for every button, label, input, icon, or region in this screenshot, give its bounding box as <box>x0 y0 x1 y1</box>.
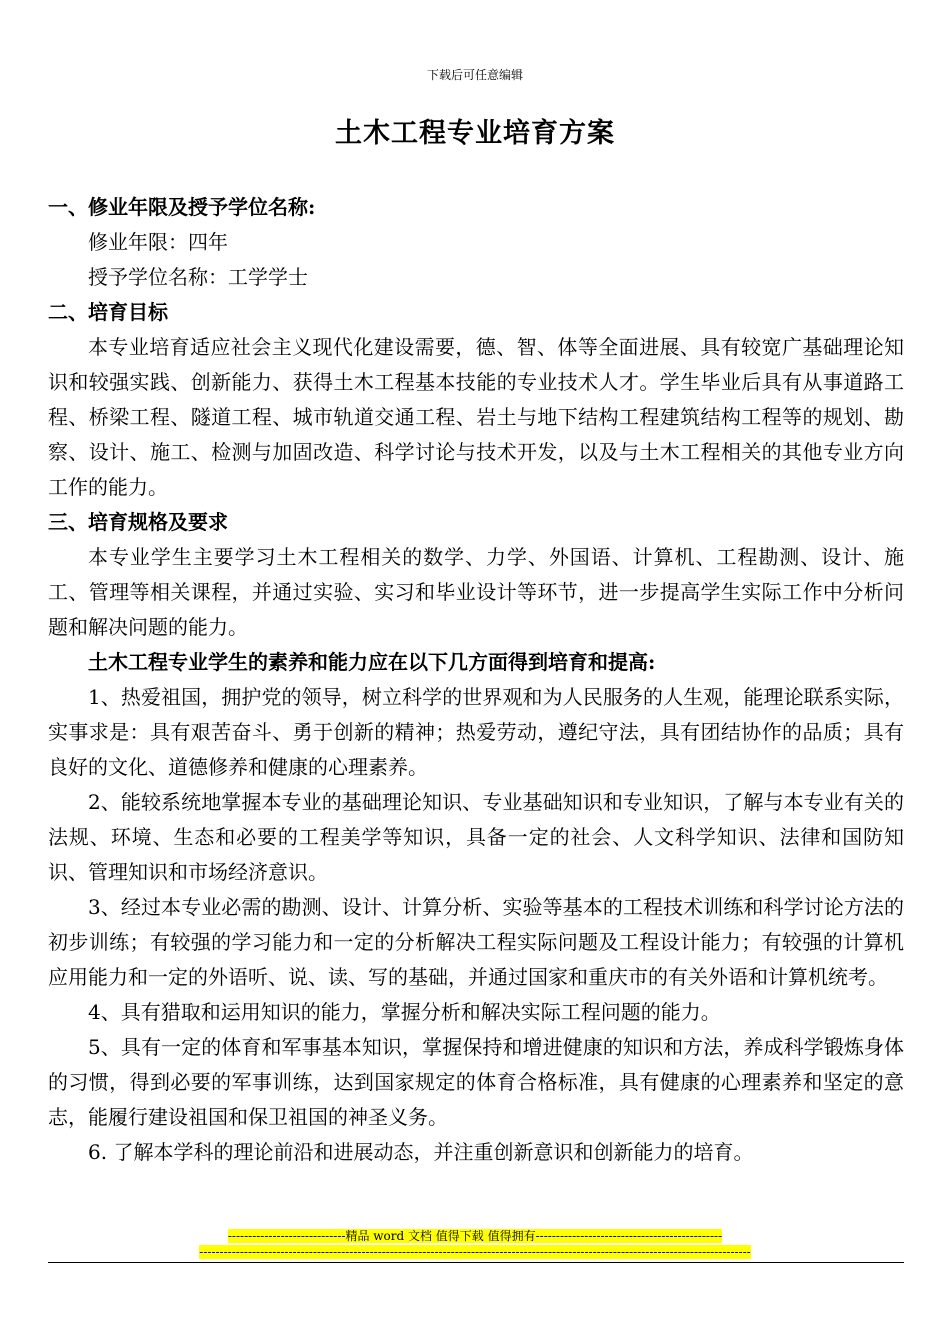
study-years: 修业年限：四年 <box>88 230 228 254</box>
footer-divider <box>48 1262 904 1263</box>
section-3-body: 本专业学生主要学习土木工程相关的数学、力学、外国语、计算机、工程勘测、设计、施工、管理等相关课程，并通过实验、实习和毕业设计等环节，进一步提高学生实际工作中分析问题和解决问题的能力。 <box>48 545 904 639</box>
section-3-heading: 三、培育规格及要求 <box>48 510 228 534</box>
section-3-subheading: 土木工程专业学生的素养和能力应在以下几方面得到培育和提高: <box>88 650 656 674</box>
page-footer <box>0 1228 950 1260</box>
footer-banner-line-2: ---------------------------------------------------------------------------------------------------------------------------------------- <box>199 1245 751 1259</box>
footer-banner-line-1: -----------------------------精品 word 文档 值得下载 值得拥有---------------------------------------------- <box>227 1229 723 1243</box>
degree-name: 授予学位名称：工学学士 <box>88 265 308 289</box>
requirement-item-3: 3、经过本专业必需的勘测、设计、计算分析、实验等基本的工程技术训练和科学讨论方法的初步训练；有较强的学习能力和一定的分析解决工程实际问题及工程设计能力；有较强的计算机应用能力和一定的外语听、说、读、写的基础，并通过国家和重庆市的有关外语和计算机统考。 <box>48 895 904 989</box>
document-body <box>48 190 904 1170</box>
document-title: 土木工程专业培育方案 <box>335 118 615 149</box>
section-2-body: 本专业培育适应社会主义现代化建设需要，德、智、体等全面进展、具有较宽广基础理论知识和较强实践、创新能力、获得土木工程基本技能的专业技术人才。学生毕业后具有从事道路工程、桥梁工程、隧道工程、城市轨道交通工程、岩土与地下结构工程建筑结构工程等的规划、勘察、设计、施工、检测与加固改造、科学讨论与技术开发，以及与土木工程相关的其他专业方向工作的能力。 <box>48 335 904 499</box>
requirement-item-2: 2、能较系统地掌握本专业的基础理论知识、专业基础知识和专业知识，了解与本专业有关的法规、环境、生态和必要的工程美学等知识，具备一定的社会、人文科学知识、法律和国防知识、管理知识和市场经济意识。 <box>48 790 904 884</box>
section-1-heading: 一、修业年限及授予学位名称: <box>48 195 316 219</box>
requirement-item-4: 4、具有猎取和运用知识的能力，掌握分析和解决实际工程问题的能力。 <box>88 1000 721 1024</box>
section-2-heading: 二、培育目标 <box>48 300 168 324</box>
page-header-note: 下载后可任意编辑 <box>426 68 523 82</box>
requirement-item-6: 6. 了解本学科的理论前沿和进展动态，并注重创新意识和创新能力的培育。 <box>88 1140 754 1164</box>
requirement-item-5: 5、具有一定的体育和军事基本知识，掌握保持和增进健康的知识和方法，养成科学锻炼身体的习惯，得到必要的军事训练，达到国家规定的体育合格标准，具有健康的心理素养和坚定的意志，能履行建设祖国和保卫祖国的神圣义务。 <box>48 1035 904 1129</box>
requirement-item-1: 1、热爱祖国，拥护党的领导，树立科学的世界观和为人民服务的人生观，能理论联系实际，实事求是：具有艰苦奋斗、勇于创新的精神；热爱劳动，遵纪守法，具有团结协作的品质；具有良好的文化、道德修养和健康的心理素养。 <box>48 685 904 779</box>
